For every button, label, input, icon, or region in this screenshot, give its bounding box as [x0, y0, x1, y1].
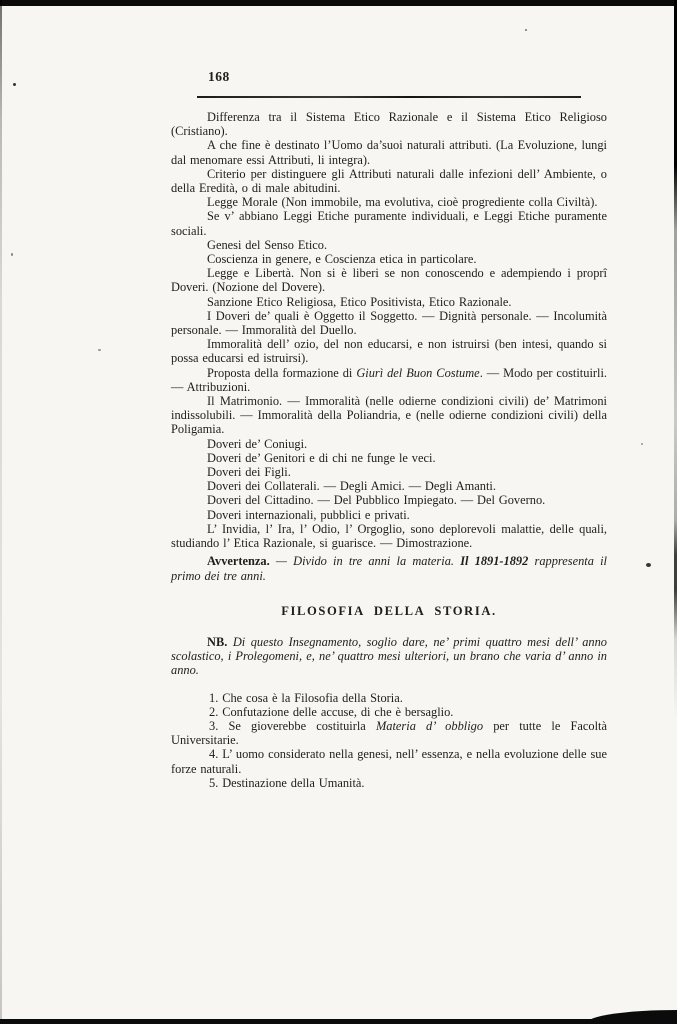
text-segment: per tutte le Facoltà Universitarie.	[171, 718, 607, 748]
text-segment: Giurì del Buon Costume	[356, 365, 480, 380]
topic-paragraph	[171, 508, 607, 522]
text-segment: Il Matrimonio. — Immoralità (nelle odierne condizioni civili) de’ Matrimoni indissolubili. — Immoralità della Poliandria, e (nelle odierne condizioni civili) della Poligamia.	[171, 394, 607, 437]
scan-speck	[13, 83, 16, 86]
text-segment: I Doveri de’ quali è Oggetto il Soggetto. — Dignità personale. — Incolumità personale. — Immoralità del Duello.	[171, 308, 607, 338]
topic-list	[171, 691, 607, 790]
curriculum-topics	[171, 110, 607, 583]
text-segment: Destinazione della Umanità.	[222, 775, 365, 790]
scan-speck	[525, 29, 527, 31]
section-title: FILOSOFIA DELLA STORIA.	[281, 603, 497, 618]
header-rule	[197, 96, 581, 98]
text-segment: Legge Morale (Non immobile, ma evolutiva, cioè progrediente colla Civiltà).	[207, 195, 598, 210]
text-segment: 5.	[209, 775, 223, 790]
scan-speck	[98, 349, 101, 351]
scan-edge-top	[0, 0, 677, 6]
topic-paragraph	[171, 437, 607, 451]
topic-paragraph	[171, 195, 607, 209]
text-segment: 1.	[209, 690, 223, 705]
topic-paragraph	[171, 493, 607, 507]
text-segment: Se gioverebbe costituirla	[228, 718, 376, 733]
list-item	[171, 776, 607, 790]
scan-speck	[11, 253, 13, 256]
text-segment: Materia d’ obbligo	[375, 718, 484, 733]
text-segment: Divido in tre anni la materia.	[293, 554, 461, 569]
text-segment: NB.	[207, 634, 228, 649]
text-segment: Doveri del Cittadino. — Del Pubblico Impiegato. — Del Governo.	[207, 493, 546, 508]
text-segment: Che cosa è la Filosofia della Storia.	[222, 690, 403, 705]
text-segment: Doveri de’ Genitori e di chi ne funge le veci.	[207, 450, 436, 465]
list-item	[171, 747, 607, 775]
topic-paragraph	[171, 522, 607, 550]
text-segment: L’ Invidia, l’ Ira, l’ Odio, l’ Orgoglio, sono deplorevoli malattie, delle quali, studiando l’ Etica Razionale, si guarisce. — Dimostrazione.	[171, 521, 607, 551]
text-block	[171, 110, 607, 790]
topic-paragraph	[171, 554, 607, 582]
text-segment: Coscienza in genere, e Coscienza etica in particolare.	[207, 252, 477, 267]
scan-speck	[646, 563, 651, 567]
topic-paragraph	[171, 295, 607, 309]
text-segment: Avvertenza.	[207, 554, 270, 569]
topic-paragraph	[171, 309, 607, 337]
text-segment: Il 1891-1892	[460, 554, 529, 569]
list-item	[171, 719, 607, 747]
topic-paragraph	[171, 337, 607, 365]
topic-paragraph	[171, 266, 607, 294]
topic-paragraph	[171, 209, 607, 237]
scan-edge-left	[0, 0, 2, 1024]
text-segment: Doveri de’ Coniugi.	[207, 436, 308, 451]
text-segment: Doveri dei Collaterali. — Degli Amici. — Degli Amanti.	[207, 479, 496, 494]
topic-paragraph	[171, 451, 607, 465]
topic-paragraph	[171, 394, 607, 437]
text-segment: L’ uomo considerato nella genesi, nell’ essenza, e nella evoluzione delle sue forze naturali.	[171, 747, 607, 776]
text-segment: Genesi del Senso Etico.	[207, 237, 328, 252]
topic-paragraph	[171, 167, 607, 195]
text-segment: Se v’ abbiano Leggi Etiche puramente individuali, e Leggi Etiche puramente sociali.	[171, 209, 607, 238]
topic-paragraph	[171, 238, 607, 252]
page-number: 168	[208, 69, 230, 84]
topic-paragraph	[171, 479, 607, 493]
text-segment: Proposta della formazione di	[207, 365, 357, 380]
text-segment: 2.	[209, 704, 223, 719]
text-segment: Di questo Insegnamento, soglio dare, ne’ primi quattro mesi dell’ anno scolastico, i Prolegomeni, e, ne’ quattro mesi ulteriori, un brano che varia d’ anno in anno.	[171, 634, 607, 678]
text-segment: rappresenta il primo dei tre anni.	[171, 554, 607, 583]
text-segment: . — Modo per costituirli. — Attribuzioni.	[171, 365, 607, 394]
list-item	[171, 691, 607, 705]
text-segment: Immoralità dell’ ozio, del non educarsi, e non istruirsi (ben intesi, quando si possa educarsi ed istruirsi).	[171, 337, 607, 366]
text-segment: Doveri internazionali, pubblici e privati.	[207, 507, 410, 522]
nb-note	[171, 635, 607, 678]
topic-paragraph	[171, 465, 607, 479]
topic-paragraph	[171, 366, 607, 394]
scan-corner-bottom-right	[587, 1010, 677, 1024]
text-segment: Legge e Libertà. Non si è liberi se non conoscendo e adempiendo i proprî Doveri. (Nozione del Dovere).	[171, 266, 607, 295]
text-segment: 4.	[209, 747, 223, 762]
topic-paragraph	[171, 138, 607, 166]
scan-edge-bottom	[0, 1019, 677, 1024]
topic-paragraph	[171, 252, 607, 266]
text-segment: 3.	[209, 718, 229, 733]
list-item	[171, 705, 607, 719]
text-segment: —	[269, 554, 294, 569]
text-segment: Confutazione delle accuse, di che è bersaglio.	[222, 704, 454, 719]
text-segment: Sanzione Etico Religiosa, Etico Positivista, Etico Razionale.	[207, 294, 512, 309]
text-segment: Doveri dei Figli.	[207, 465, 291, 480]
topic-paragraph	[171, 110, 607, 138]
text-segment: Criterio per distinguere gli Attributi naturali dalle infezioni dell’ Ambiente, o della Eredità, o di male abitudini.	[171, 166, 607, 196]
scan-speck	[641, 443, 643, 445]
text-segment: A che fine è destinato l’Uomo da’suoi naturali attributi. (La Evoluzione, lungi dal menomare essi Attributi, li integra).	[171, 138, 607, 167]
nb-paragraph	[171, 635, 607, 678]
text-segment: Differenza tra il Sistema Etico Razionale e il Sistema Etico Religioso (Cristiano).	[171, 110, 607, 139]
